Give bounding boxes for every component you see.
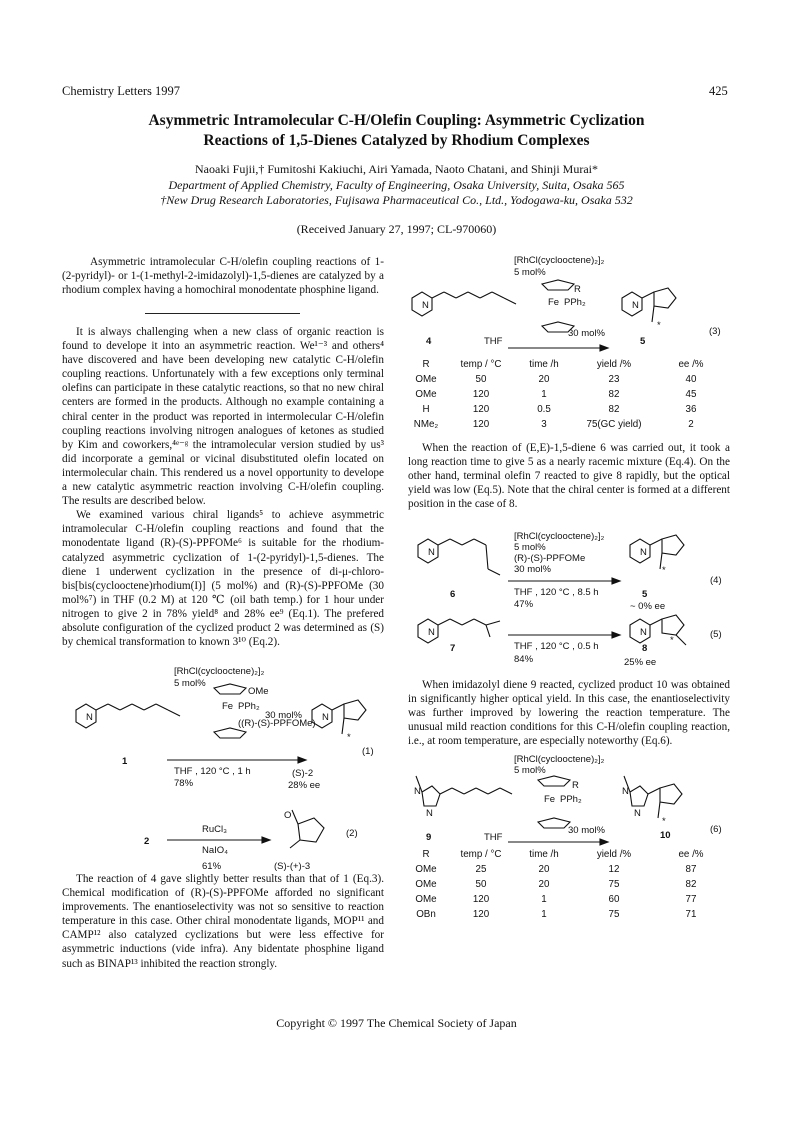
running-header-journal: Chemistry Letters 1997 — [62, 84, 181, 98]
fe-label: Fe — [222, 701, 234, 712]
page-number: 425 — [709, 84, 728, 98]
r-label: R — [574, 284, 581, 295]
table-row — [406, 387, 726, 402]
cell: 3 — [541, 419, 547, 430]
stereocenter-star: * — [670, 635, 674, 646]
compound-2: 2 — [144, 836, 150, 847]
col-header: temp / °C — [460, 359, 502, 370]
eq4-yield: 47% — [514, 599, 534, 610]
eq2-reagent-1: RuCl₃ — [202, 824, 227, 835]
cell: OMe — [415, 879, 437, 890]
col-header: yield /% — [596, 849, 632, 860]
cyclopentanone-ring — [298, 818, 324, 842]
eq1-number: (1) — [362, 746, 374, 757]
eq5-yield: 84% — [514, 654, 534, 665]
scheme-eq6 — [404, 752, 734, 848]
compound-5: 5 — [640, 336, 646, 347]
ligand-loading: 30 mol% — [568, 328, 605, 339]
cell: 82 — [608, 389, 620, 400]
cell: 77 — [685, 894, 697, 905]
cell: 120 — [472, 909, 490, 920]
cell: 120 — [472, 894, 490, 905]
col-header: time /h — [529, 359, 559, 370]
compound-9: 9 — [426, 832, 432, 843]
imidazole-n: N — [634, 808, 641, 819]
table-row — [406, 907, 726, 922]
col-header: temp / °C — [460, 849, 502, 860]
left-body — [62, 325, 384, 649]
cell: 25 — [475, 864, 487, 875]
ome-label: OMe — [248, 686, 269, 697]
fe-label: Fe — [548, 297, 560, 308]
col-header: time /h — [529, 849, 559, 860]
eq5-conditions: THF , 120 °C , 0.5 h — [514, 641, 599, 652]
stereocenter-star: * — [662, 816, 666, 827]
cell: 75 — [608, 879, 620, 890]
ligand-loading: 30 mol% — [568, 825, 605, 836]
stereocenter-star: * — [657, 320, 661, 331]
cyclopentane-ring — [660, 784, 682, 804]
cell: 87 — [685, 864, 697, 875]
cell: 82 — [685, 879, 697, 890]
pph2-label: PPh₂ — [560, 794, 582, 805]
col-header: R — [422, 359, 430, 370]
pyridine-n: N — [632, 300, 639, 311]
cell: 50 — [475, 374, 487, 385]
product-3-label: (S)-(+)-3 — [274, 861, 311, 872]
table-row — [406, 402, 726, 417]
catalyst-loading: 5 mol% — [514, 765, 546, 776]
eq2-yield: 61% — [202, 861, 222, 872]
article-title — [60, 111, 733, 151]
eq2-number: (2) — [346, 828, 358, 839]
col-header: ee /% — [678, 359, 704, 370]
cell: 2 — [688, 419, 694, 430]
abstract: Asymmetric intramolecular C-H/olefin coupling reactions of 1-(2-pyridyl)- or 1-(1-methyl-2-imidazolyl)-1,5-dienes are catalyzed by a rhodium complex having a homochiral monodentate phosphine ligand. — [62, 256, 384, 297]
col-header: ee /% — [678, 849, 704, 860]
title-line-1: Asymmetric Intramolecular C-H/Olefin Coupling: Asymmetric Cyclization — [148, 112, 645, 129]
cell: 0.5 — [537, 404, 551, 415]
pyridine-n: N — [640, 627, 647, 638]
catalyst-loading: 5 mol% — [514, 542, 546, 553]
cell: NMe₂ — [413, 419, 439, 430]
paragraph: We examined various chiral ligands⁵ to achieve asymmetric intramolecular C-H/olefin coupling reactions and found that the monodentate ligand (R)-(S)-PPFOMe⁶ is suitable for the rhodium-catalyzed asymmetric cyclization of 1-(2-pyridyl)-1,5-dienes. The diene 1 underwent cyclization in the presence of di-μ-chloro-bis[bis(cyclooctene)rhodium(I)] (5 mol%) and (R)-(S)-PPFOMe (30 mol%⁷) in THF (0.2 M) at 120 ℃ (oil bath temp.) for 1 hour under nitrogen to give 2 in 78% yield⁸ and 28% ee⁹ (Eq.1). The prefered absolute configuration of the cyclized product 2 was determined as (S) by chemical transformation to known 3¹⁰ (Eq.2). — [62, 509, 384, 649]
cell: 40 — [685, 374, 697, 385]
pyridine-n: N — [422, 300, 429, 311]
cell: 75(GC yield) — [586, 419, 642, 430]
cell: 12 — [608, 864, 620, 875]
cell: 120 — [472, 419, 490, 430]
eq4-number: (4) — [710, 575, 722, 586]
pph2-label: PPh₂ — [564, 297, 586, 308]
compound-7: 7 — [450, 643, 456, 654]
cell: 20 — [538, 374, 550, 385]
pph2-label: PPh₂ — [238, 701, 260, 712]
pyridine-n: N — [86, 712, 93, 723]
eq6-number: (6) — [710, 824, 722, 835]
ligand-name: ((R)-(S)-PPFOMe) — [238, 718, 316, 729]
eq3-table — [406, 357, 726, 432]
imidazole-n: N — [414, 786, 421, 797]
cell: 36 — [685, 404, 697, 415]
left-body-2 — [62, 872, 384, 971]
eq4-conditions: THF , 120 °C , 8.5 h — [514, 587, 599, 598]
eq1-yield: 78% — [174, 778, 194, 789]
copyright-footer: Copyright © 1997 The Chemical Society of Japan — [276, 1016, 517, 1030]
catalyst-label: [RhCl(cyclooctene)₂]₂ — [174, 666, 265, 677]
table-row — [406, 892, 726, 907]
carbonyl-o: O — [284, 810, 292, 821]
paragraph: When imidazolyl diene 9 reacted, cyclized product 10 was obtained in significantly higher optical yield. In this case, the enantioselectivity was further improved by lowering the reaction temperature. The unusual mild reaction conditions for this C-H/olefin coupling reaction, i.e., at room temperature, are especially noteworthy (Eq.6). — [408, 679, 730, 748]
eq6-table — [406, 847, 726, 922]
compound-1: 1 — [122, 756, 128, 767]
title-line-2: Reactions of 1,5-Dienes Catalyzed by Rhodium Complexes — [203, 132, 590, 149]
eq2-reagent-2: NaIO₄ — [202, 845, 229, 856]
catalyst-label: [RhCl(cyclooctene)₂]₂ — [514, 531, 605, 542]
fe-label: Fe — [544, 794, 556, 805]
pyridine-n: N — [322, 712, 329, 723]
cell: 45 — [685, 389, 697, 400]
cell: 1 — [541, 909, 547, 920]
cell: 60 — [608, 894, 620, 905]
eq4-ee: ~ 0% ee — [630, 601, 666, 612]
abstract-divider — [145, 313, 300, 314]
cell: 120 — [472, 389, 490, 400]
author-list: Naoaki Fujii,† Fumitoshi Kakiuchi, Airi Yamada, Naoto Chatani, and Shinji Murai* — [195, 162, 598, 176]
cyclopentane-ring — [662, 535, 684, 555]
compound-6: 6 — [450, 589, 456, 600]
eq3-number: (3) — [709, 326, 721, 337]
solvent-label: THF — [484, 336, 503, 347]
cell: 1 — [541, 389, 547, 400]
table-row — [406, 417, 726, 432]
cyclopentane-ring — [662, 615, 684, 635]
stereocenter-star: * — [347, 732, 351, 743]
paragraph: It is always challenging when a new class of organic reaction is found to develope it into an asymmetric reaction. We¹⁻³ and others⁴ have discovered and have been developing new catalytic C-H/olefin coupling reactions. Unfortunately with a few exceptions only terminal olefins can participate in these catalytic reactions, so that no new chiral centers are formed in the products. Although no example containing a chiral center in the product was reported in intermolecular C-H/olefin coupling reactions involving nitrogen analogues of ketones as studied by Kim and coworkers,⁴ᵉ⁻ᵍ the intramolecular version studied by us³ did incorporate a geminal or vicinal disubstituted olefin located on intermolecular chain. This rendered us a novel opportunity to develope a new catalytic asymmetric reaction involving C-H/olefin coupling. The results are described below. — [62, 326, 384, 508]
paragraph: The reaction of 4 gave slightly better results than that of 1 (Eq.3). Chemical modification of (R)-(S)-PPFOMe afforded no significant improvements. The enantioselectivity was not so sensitive to reaction temperature in this case. Other chiral monodentate ligands, MOP¹¹ and CAMP¹² also catalyzed cyclizations but were less effective for asymmetric inductions (vide infra). Any bidentate phosphine ligand such as BINAP¹³ inhibited the reaction strongly. — [62, 873, 384, 970]
right-body-1 — [408, 441, 730, 511]
cell: OMe — [415, 374, 437, 385]
cell: H — [422, 404, 430, 415]
pyridine-n: N — [428, 547, 435, 558]
cell: 1 — [541, 894, 547, 905]
compound-4: 4 — [426, 336, 432, 347]
table-row — [406, 877, 726, 892]
imidazole-n: N — [622, 786, 629, 797]
cyclopentane-ring — [654, 288, 676, 308]
col-header: R — [422, 849, 430, 860]
eq5-number: (5) — [710, 629, 722, 640]
right-body-2 — [408, 678, 730, 748]
cell: OMe — [415, 864, 437, 875]
eq1-ee: 28% ee — [288, 780, 321, 791]
catalyst-label: [RhCl(cyclooctene)₂]₂ — [514, 255, 605, 266]
cyclopentane-ring — [344, 700, 366, 720]
table-header-row — [406, 357, 726, 372]
affiliation-2: †New Drug Research Laboratories, Fujisawa Pharmaceutical Co., Ltd., Yodogawa-ku, Osaka 532 — [160, 193, 633, 207]
pyridine-n: N — [640, 547, 647, 558]
scheme-eq4-eq5 — [404, 525, 734, 685]
col-header: yield /% — [596, 359, 632, 370]
compound-10: 10 — [660, 830, 671, 841]
ligand-loading: 30 mol% — [514, 564, 551, 575]
catalyst-label: [RhCl(cyclooctene)₂]₂ — [514, 754, 605, 765]
ligand-loading: 30 mol% — [265, 710, 302, 721]
received-date: (Received January 27, 1997; CL-970060) — [296, 222, 497, 236]
compound-8: 8 — [642, 643, 648, 654]
cell: OMe — [415, 389, 437, 400]
product-2-label: (S)-2 — [292, 768, 314, 779]
affiliation-1: Department of Applied Chemistry, Faculty of Engineering, Osaka University, Suita, Osaka 565 — [168, 178, 625, 192]
scheme-eq3 — [404, 250, 734, 356]
imidazole-n: N — [426, 808, 433, 819]
table-row — [406, 372, 726, 387]
scheme-eq1-eq2 — [62, 660, 392, 872]
cell: OMe — [415, 894, 437, 905]
catalyst-loading: 5 mol% — [514, 267, 546, 278]
solvent-label: THF — [484, 832, 503, 843]
imidazole-ring — [422, 786, 440, 806]
compound-5: 5 — [642, 589, 648, 600]
pyridine-n: N — [428, 627, 435, 638]
cell: 120 — [472, 404, 490, 415]
cell: 71 — [685, 909, 697, 920]
stereocenter-star: * — [662, 565, 666, 576]
cell: 20 — [538, 879, 550, 890]
cell: 50 — [475, 879, 487, 890]
imidazole-ring — [630, 786, 648, 806]
cell: 20 — [538, 864, 550, 875]
cell: 82 — [608, 404, 620, 415]
eq5-ee: 25% ee — [624, 657, 657, 668]
eq1-conditions: THF , 120 °C , 1 h — [174, 766, 251, 777]
cell: 23 — [608, 374, 620, 385]
r-label: R — [572, 780, 579, 791]
cell: 75 — [608, 909, 620, 920]
catalyst-loading: 5 mol% — [174, 678, 206, 689]
table-row — [406, 862, 726, 877]
cell: OBn — [416, 909, 436, 920]
ligand-name: (R)-(S)-PPFOMe — [514, 553, 586, 564]
paragraph: When the reaction of (E,E)-1,5-diene 6 was carried out, it took a long reaction time to give 5 as a nearly racemic mixture (Eq.4). On the other hand, terminal olefin 7 reacted to give 8 rapidly, but the optical yield was low (Eq.5). Note that the chiral center is formed at a different position in the case of 8. — [408, 442, 730, 511]
table-header-row — [406, 847, 726, 862]
